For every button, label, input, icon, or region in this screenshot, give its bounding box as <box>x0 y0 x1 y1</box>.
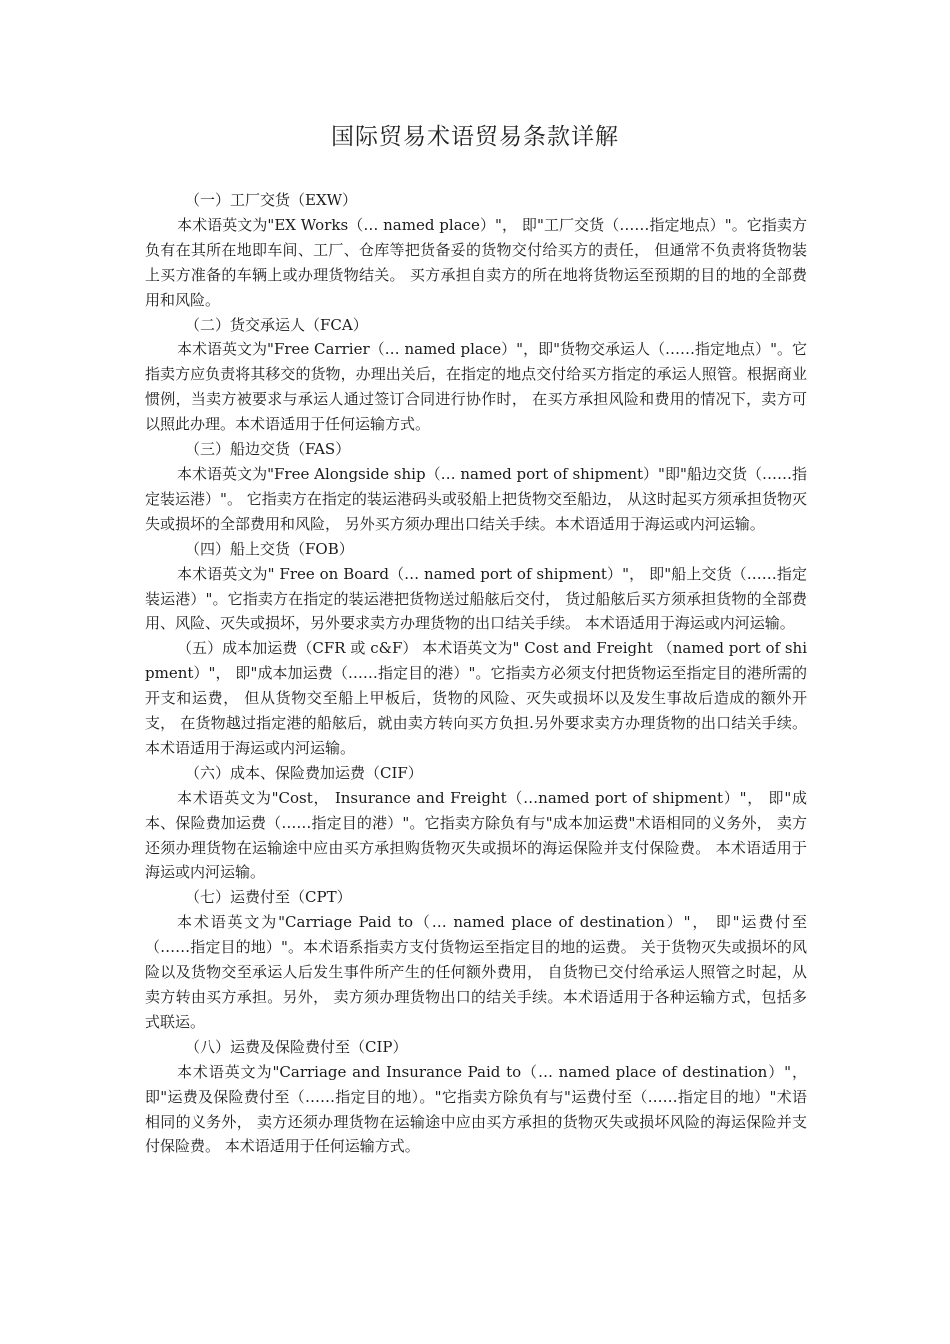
section-heading-fca: （二）货交承运人（FCA） <box>185 315 368 334</box>
section-paragraph-exw: 本术语英文为"EX Works（… named place）"， 即"工厂交货（……指定地点）"。它指卖方负有在其所在地即车间、工厂、仓库等把货备妥的货物交付给买方的责任， 但通常不负责将货物装上买方准备的车辆上或办理货物结关。 买方承担自卖方的所在地将货物运至预期的目的地的全部费用和风险。 <box>145 215 807 309</box>
section-paragraph-cip: 本术语英文为"Carriage and Insurance Paid to（… named place of destination）"， 即"运费及保险费付至（……指定目的地）。"它指卖方除负有与"运费付至（……指定目的地）"术语相同的义务外， 卖方还须办理货物在运输途中应由买方承担的货物灭失或损坏风险的海运保险并支付保险费。 本术语适用于任何运输方式。 <box>145 1062 807 1156</box>
document-body <box>145 188 807 1159</box>
section-paragraph-cpt: 本术语英文为"Carriage Paid to（… named place of destination）"， 即"运费付至（……指定目的地）"。本术语系指卖方支付货物运至指定目的地的运费。 关于货物灭失或损坏的风险以及货物交至承运人后发生事件所产生的任何额外费用， 自货物已交付给承运人照管之时起，从卖方转由买方承担。另外， 卖方须办理货物出口的结关手续。本术语适用于各种运输方式，包括多式联运。 <box>145 913 807 1031</box>
section-heading-cip: （八）运费及保险费付至（CIP） <box>185 1037 408 1056</box>
section-heading-cpt: （七）运费付至（CPT） <box>185 888 352 907</box>
section-paragraph-fob: 本术语英文为" Free on Board（… named port of shipment）"， 即"船上交货（……指定装运港）"。它指卖方在指定的装运港把货物送过船舷后交付， 货过船舷后买方须承担货物的全部费用、风险、灭失或损坏，另外要求卖方办理货物的出口结关手续。 本术语适用于海运或内河运输。 <box>145 564 807 633</box>
section-paragraph-cif: 本术语英文为"Cost， Insurance and Freight（…named port of shipment）"， 即"成本、保险费加运费（……指定目的港）"。它指卖方除负有与"成本加运费"术语相同的义务外， 卖方还须办理货物在运输途中应由买方承担购货物灭失或损坏的海运保险并支付保险费。 本术语适用于海运或内河运输。 <box>145 788 807 882</box>
section-paragraph-fca: 本术语英文为"Free Carrier（… named place）"，即"货物交承运人（……指定地点）"。它指卖方应负责将其移交的货物，办理出关后，在指定的地点交付给买方指定的承运人照管。根据商业惯例，当卖方被要求与承运人通过签订合同进行协作时， 在买方承担风险和费用的情况下，卖方可以照此办理。本术语适用于任何运输方式。 <box>145 340 807 434</box>
section-paragraph-fas: 本术语英文为"Free Alongside ship（… named port of shipment）"即"船边交货（……指定装运港）"。 它指卖方在指定的装运港码头或驳船上把货物交至船边， 从这时起买方须承担货物灭失或损坏的全部费用和风险， 另外买方须办理出口结关手续。本术语适用于海运或内河运输。 <box>145 464 807 533</box>
document-title: 国际贸易术语贸易条款详解 <box>331 124 619 150</box>
section-heading-exw: （一）工厂交货（EXW） <box>185 191 358 209</box>
section-heading-fob: （四）船上交货（FOB） <box>185 539 354 558</box>
section-heading-cif: （六）成本、保险费加运费（CIF） <box>185 763 423 782</box>
section-paragraph-cfr: （五）成本加运费（CFR 或 c&F） 本术语英文为" Cost and Freight （named port of shipment）"， 即"成本加运费（……指定目的港）"。它指卖方必须支付把货物运至指定目的港所需的开支和运费， 但从货物交至船上甲板后，货物的风险、灭失或损坏以及发生事故后造成的额外开支， 在货物越过指定港的船舷后，就由卖方转向买方负担.另外要求卖方办理货物的出口结关手续。 本术语适用于海运或内河运输。 <box>145 639 807 757</box>
section-heading-fas: （三）船边交货（FAS） <box>185 440 351 459</box>
